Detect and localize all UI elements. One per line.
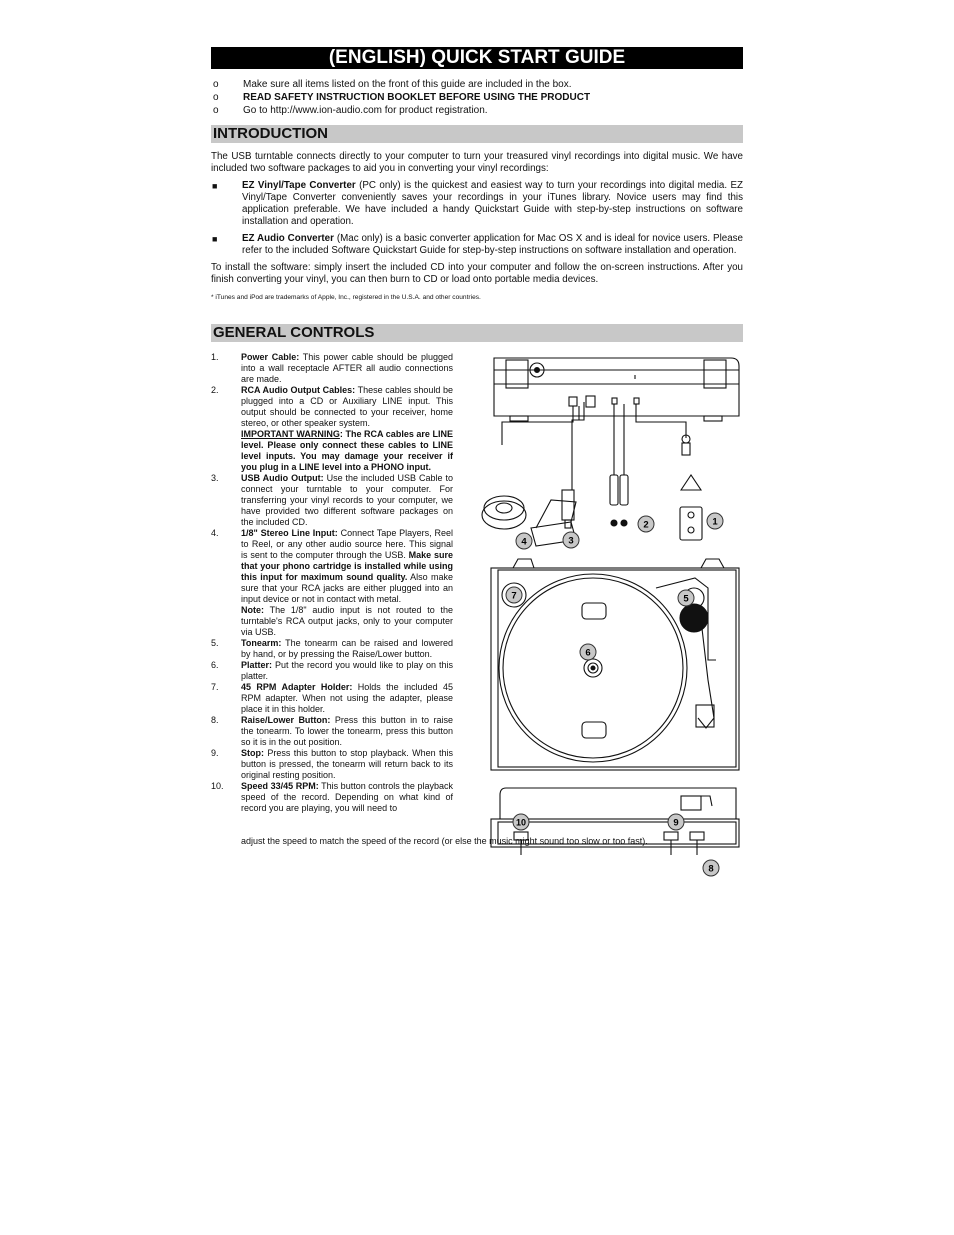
item-text: Press this button to stop playback. When this button is pressed, the tonearm will return back to its original resting position. [241,748,453,780]
list-item [211,660,453,682]
square-bullet: ■ [212,234,218,244]
bullet-text: Go to http://www.ion-audio.com for product registration. [243,105,488,116]
controls-list [211,352,453,814]
square-bullet: ■ [212,181,218,191]
top-view [491,559,739,770]
item-emphasis: Make sure that your phono cartridge is installed while using this input for maximum sound quality. [241,550,453,582]
item-title: EZ Vinyl/Tape Converter [242,180,356,191]
list-item [211,385,453,473]
callout-label: 3 [568,535,574,547]
item-text: Press this button in to raise the tonearm. To lower the tonearm, press this button so it is in the out position. [241,715,453,747]
item-text: Use the included USB Cable to connect your turntable to your computer. For transferring your vinyl records to your computer, we have provided two different software packages on the included CD. [241,473,453,527]
callout-9 [668,814,684,830]
callout-label: 4 [521,536,527,548]
trademark-footnote: * iTunes and iPod are trademarks of Apple, Inc., registered in the U.S.A. and other countries. [211,294,481,301]
turntable-diagram [476,350,743,875]
callout-label: 1 [712,516,718,528]
item-text: These cables should be plugged into a CD or Auxiliary LINE input. This output should be connected to your receiver, home stereo, or other speaker system. [241,385,453,428]
list-item [211,233,743,257]
circle-bullet: o [213,79,219,90]
item-title: Power Cable: [241,352,300,362]
general-controls-heading: GENERAL CONTROLS [211,324,743,342]
item-number: 8. [211,715,219,725]
callout-5 [678,590,694,606]
list-item [211,473,453,528]
circle-bullet: o [213,105,219,116]
item-text: (PC only) is the quickest and easiest way to turn your recordings into digital media. EZ Vinyl/Tape Converter conveniently saves your recordings in your iTunes library. Novice users may find this application preferable. We have included a handy Quickstart Guide with step-by-step instructions on software installation and operation. [242,180,743,227]
item-title: Speed 33/45 RPM: [241,781,319,791]
cd-player-icon [482,496,526,529]
rca-plugs-icon [610,475,628,526]
item-title: 45 RPM Adapter Holder: [241,682,353,692]
callout-label: 8 [708,863,714,875]
note-text: The 1/8" audio input is not routed to the turntable's RCA output jacks, only to your computer via USB. [241,605,453,637]
front-callouts [506,812,711,832]
item-title: Platter: [241,660,273,670]
circle-bullet: o [213,92,219,103]
item-number: 5. [211,638,219,648]
intro-paragraph: The USB turntable connects directly to your computer to turn your treasured vinyl recordings into digital music. We have included two software packages to aid you in converting your vinyl recordings: [211,151,743,174]
item-text: Also make sure that your RCA jacks are either plugged into an input device or not in contact with metal. [241,572,453,604]
callout-4 [516,533,532,549]
introduction-heading: INTRODUCTION [211,125,743,143]
item-title: Tonearm: [241,638,282,648]
callout-label: 9 [673,817,679,829]
top-bullet-list [211,78,743,117]
rear-view [494,358,739,421]
item-number: 6. [211,660,219,670]
item-text: Holds the included 45 RPM adapter. When not using the adapter, please place it in this holder. [241,682,454,714]
callout-6 [580,644,596,660]
speed-item-continuation: adjust the speed to match the speed of the record (or else the music might sound too slow or too fast). [241,836,648,846]
item-title: EZ Audio Converter [242,233,334,244]
power-outlet-icon [680,435,702,540]
list-item [211,748,453,781]
item-text: This power cable should be plugged into a wall receptacle AFTER all audio connections are made. [241,352,454,384]
item-number: 3. [211,473,219,483]
bullet-text: READ SAFETY INSTRUCTION BOOKLET BEFORE USING THE PRODUCT [243,92,591,103]
item-number: 4. [211,528,219,538]
callout-label: 5 [683,593,689,605]
bullet-text: Make sure all items listed on the front of this guide are included in the box. [243,79,572,90]
callout-8 [703,860,719,876]
item-title: USB Audio Output: [241,473,324,483]
item-text: (Mac only) is a basic converter application for Mac OS X and is ideal for novice users. Please refer to the included Software Quickstart Guide for step-by-step instructions on software installation and operation. [242,233,743,256]
list-item [211,715,453,748]
list-item [211,104,743,117]
callout-label: 7 [511,590,517,602]
install-paragraph: To install the software: simply insert the included CD into your computer and follow the on-screen instructions. After you finish converting your vinyl, you can then burn to CD or load onto portable media devices. [211,262,743,285]
item-number: 9. [211,748,219,758]
item-number: 2. [211,385,219,395]
item-title: RCA Audio Output Cables: [241,385,356,395]
item-text: Put the record you would like to play on this platter. [241,660,453,681]
list-item [211,682,453,715]
list-item [211,78,743,91]
item-title: 1/8" Stereo Line Input: [241,528,338,538]
item-number: 10. [211,781,224,791]
list-item [211,91,743,104]
item-number: 7. [211,682,219,692]
list-item [211,638,453,660]
list-item [211,180,743,228]
warning-text: : The RCA cables are LINE level. Please only connect these cables to LINE level inputs. You may damage your receiver if you plug in a LINE level into a PHONO input. [241,429,453,472]
callout-7 [506,587,522,603]
callout-2 [638,516,654,532]
item-text: Connect Tape Players, Reel to Reel, or any other audio source here. This signal is sent to the computer through the USB. [241,528,454,560]
warning-label: IMPORTANT WARNING [241,429,340,439]
list-item [211,528,453,638]
item-number: 1. [211,352,219,362]
page-title: (ENGLISH) QUICK START GUIDE [211,47,743,69]
list-item [211,781,453,814]
callout-label: 6 [585,647,591,659]
callout-label: 10 [515,817,527,828]
note-label: Note: [241,605,264,615]
callout-1 [707,513,723,529]
callout-label: 2 [643,519,649,531]
item-text: This button controls the playback speed of the record. Depending on what kind of record you are playing, you will need to [241,781,453,813]
item-title: Stop: [241,748,264,758]
page [211,47,743,875]
callout-3 [563,532,579,548]
callout-10 [513,814,529,830]
list-item [211,352,453,385]
item-title: Raise/Lower Button: [241,715,331,725]
item-text: The tonearm can be raised and lowered by hand, or by pressing the Raise/Lower button. [241,638,453,659]
